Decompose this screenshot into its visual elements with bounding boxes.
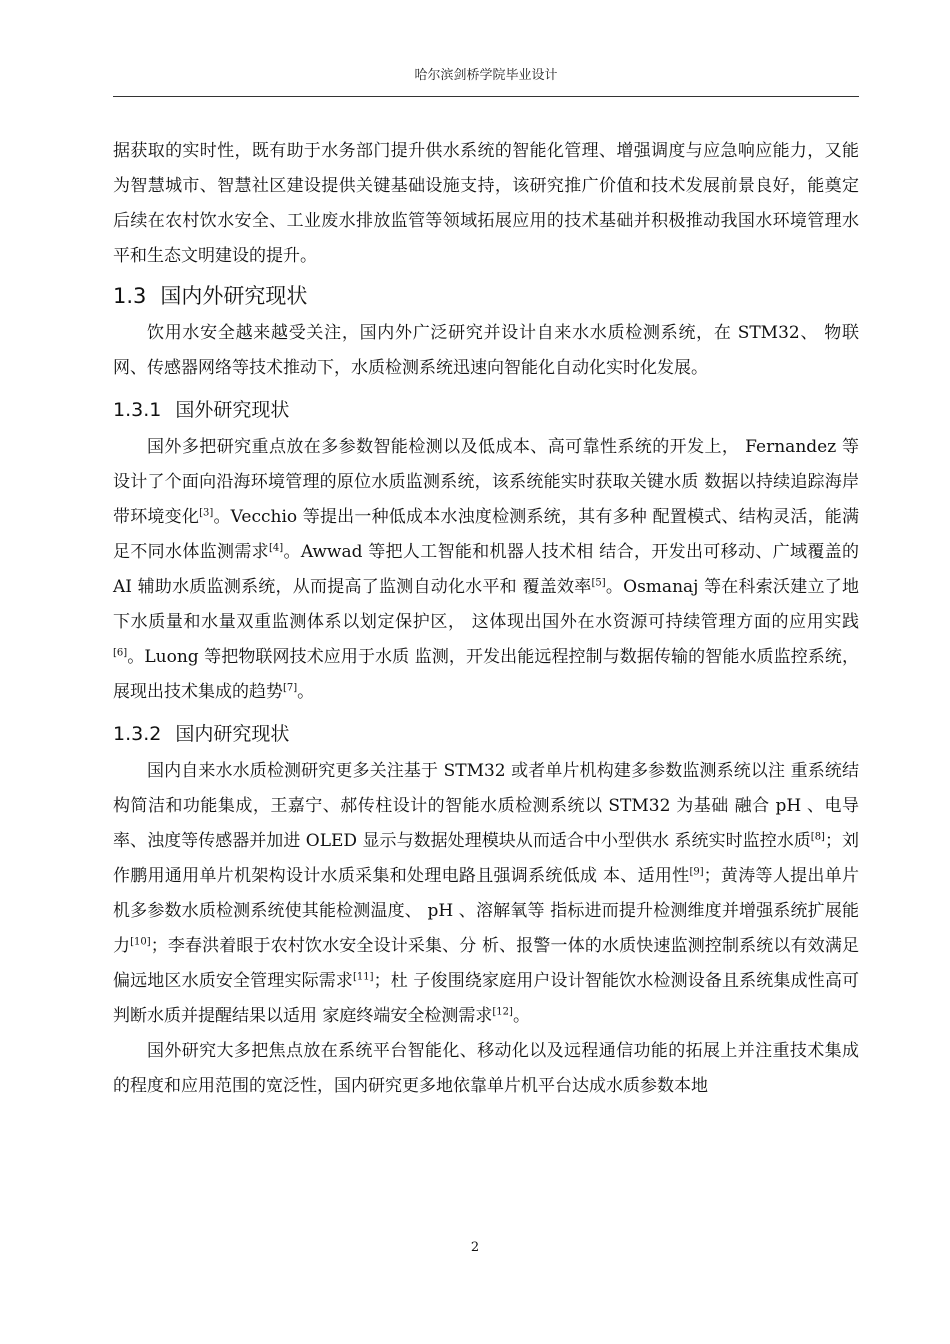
citation-ref: [8] [810, 831, 825, 843]
header-divider [113, 96, 859, 97]
text-run: 。 [512, 1006, 530, 1026]
text-run: 国外多把研究重点放在多参数智能检测以及低成本、高可靠性系统的开发上， Fernandez 等设计了个面向沿海环境管理的原位水质监测系统，该系统能实时获取关键水质 数据以持续追踪海岸带环境变化 [113, 437, 859, 527]
text-run: 。Osmanaj 等在科索沃建立了地下水质量和水量双重监测体系以划定保护区， 这体现出国外在水资源可持续管理方面的应用实践 [113, 577, 859, 632]
paragraph-domestic-research [113, 754, 859, 1034]
citation-ref: [7] [283, 682, 298, 694]
text-run: 国内自来水水质检测研究更多关注基于 STM32 或者单片机构建多参数监测系统以注 重系统结构简洁和功能集成，王嘉宁、郝传柱设计的智能水质检测系统以 STM32 为基础 融合 pH 、电导率、浊度等传感器并加进 OLED 显示与数据处理模块从而适合中小型供水 系统实时监控水质 [113, 761, 859, 851]
subsection-title: 国外研究现状 [175, 399, 290, 421]
citation-ref: [11] [353, 971, 374, 983]
text-run: ；黄涛等人提出单片机多参数水质检测系统使其能检测温度、 pH 、溶解氧等 指标进而提升检测维度并增强系统扩展能力 [113, 866, 860, 956]
text-run: 。 [297, 682, 315, 702]
text-run: ；杜 子俊围绕家庭用户设计智能饮水检测设备且系统集成性高可判断水质并提醒结果以适用 家庭终端安全检测需求 [113, 971, 860, 1026]
subsection-heading-1-3-2 [113, 710, 859, 754]
text-run: ；李春洪着眼于农村饮水安全设计采集、分 析、报警一体的水质快速监测控制系统以有效满足偏远地区水质安全管理实际需求 [113, 936, 860, 991]
subsection-number: 1.3.2 [113, 723, 162, 745]
page-number: 2 [470, 1240, 480, 1255]
subsection-heading-1-3-1 [113, 386, 859, 430]
text-run: 。Awwad 等把人工智能和机器人技术相 结合，开发出可移动、广域覆盖的 AI 辅助水质监测系统，从而提高了监测自动化水平和 覆盖效率 [113, 542, 859, 597]
text-run: 。Luong 等把物联网技术应用于水质 监测，开发出能远程控制与数据传输的智能水质监控系统，展现出技术集成的趋势 [113, 647, 859, 702]
paragraph-foreign-research [113, 430, 859, 710]
document-body [113, 134, 859, 1104]
paragraph-intro: 饮用水安全越来越受关注，国内外广泛研究并设计自来水水质检测系统，在 STM32、 物联网、传感器网络等技术推动下，水质检测系统迅速向智能化自动化实时化发展。 [113, 323, 859, 378]
citation-ref: [10] [130, 936, 151, 948]
citation-ref: [5] [591, 577, 606, 589]
section-title: 国内外研究现状 [160, 284, 308, 308]
text-run: ；刘作鹏用通用单片机架构设计水质采集和处理电路且强调系统低成 本、适用性 [113, 831, 860, 886]
citation-ref: [3] [199, 507, 214, 519]
subsection-number: 1.3.1 [113, 399, 162, 421]
paragraph-continued: 据获取的实时性，既有助于水务部门提升供水系统的智能化管理、增强调度与应急响应能力，又能为智慧城市、智慧社区建设提供关键基础设施支持，该研究推广价值和技术发展前景良好，能奠定后续在农村饮水安全、工业废水排放监管等领域拓展应用的技术基础并积极推动我国水环境管理水平和生态文明建设的提升。 [113, 141, 859, 266]
section-number: 1.3 [113, 284, 147, 308]
subsection-title: 国内研究现状 [175, 723, 290, 745]
text-run: 。Vecchio 等提出一种低成本水浊度检测系统，其有多种 配置模式、结构灵活，能满足不同水体监测需求 [113, 507, 860, 562]
page-header: 哈尔滨剑桥学院毕业设计 [414, 68, 558, 83]
paragraph-comparison: 国外研究大多把焦点放在系统平台智能化、移动化以及远程通信功能的拓展上并注重技术集成的程度和应用范围的宽泛性，国内研究更多地依靠单片机平台达成水质参数本地 [113, 1041, 859, 1096]
citation-ref: [12] [492, 1006, 513, 1018]
citation-ref: [4] [269, 542, 284, 554]
citation-ref: [6] [113, 647, 128, 659]
citation-ref: [9] [689, 866, 704, 878]
section-heading-1-3 [113, 274, 859, 316]
